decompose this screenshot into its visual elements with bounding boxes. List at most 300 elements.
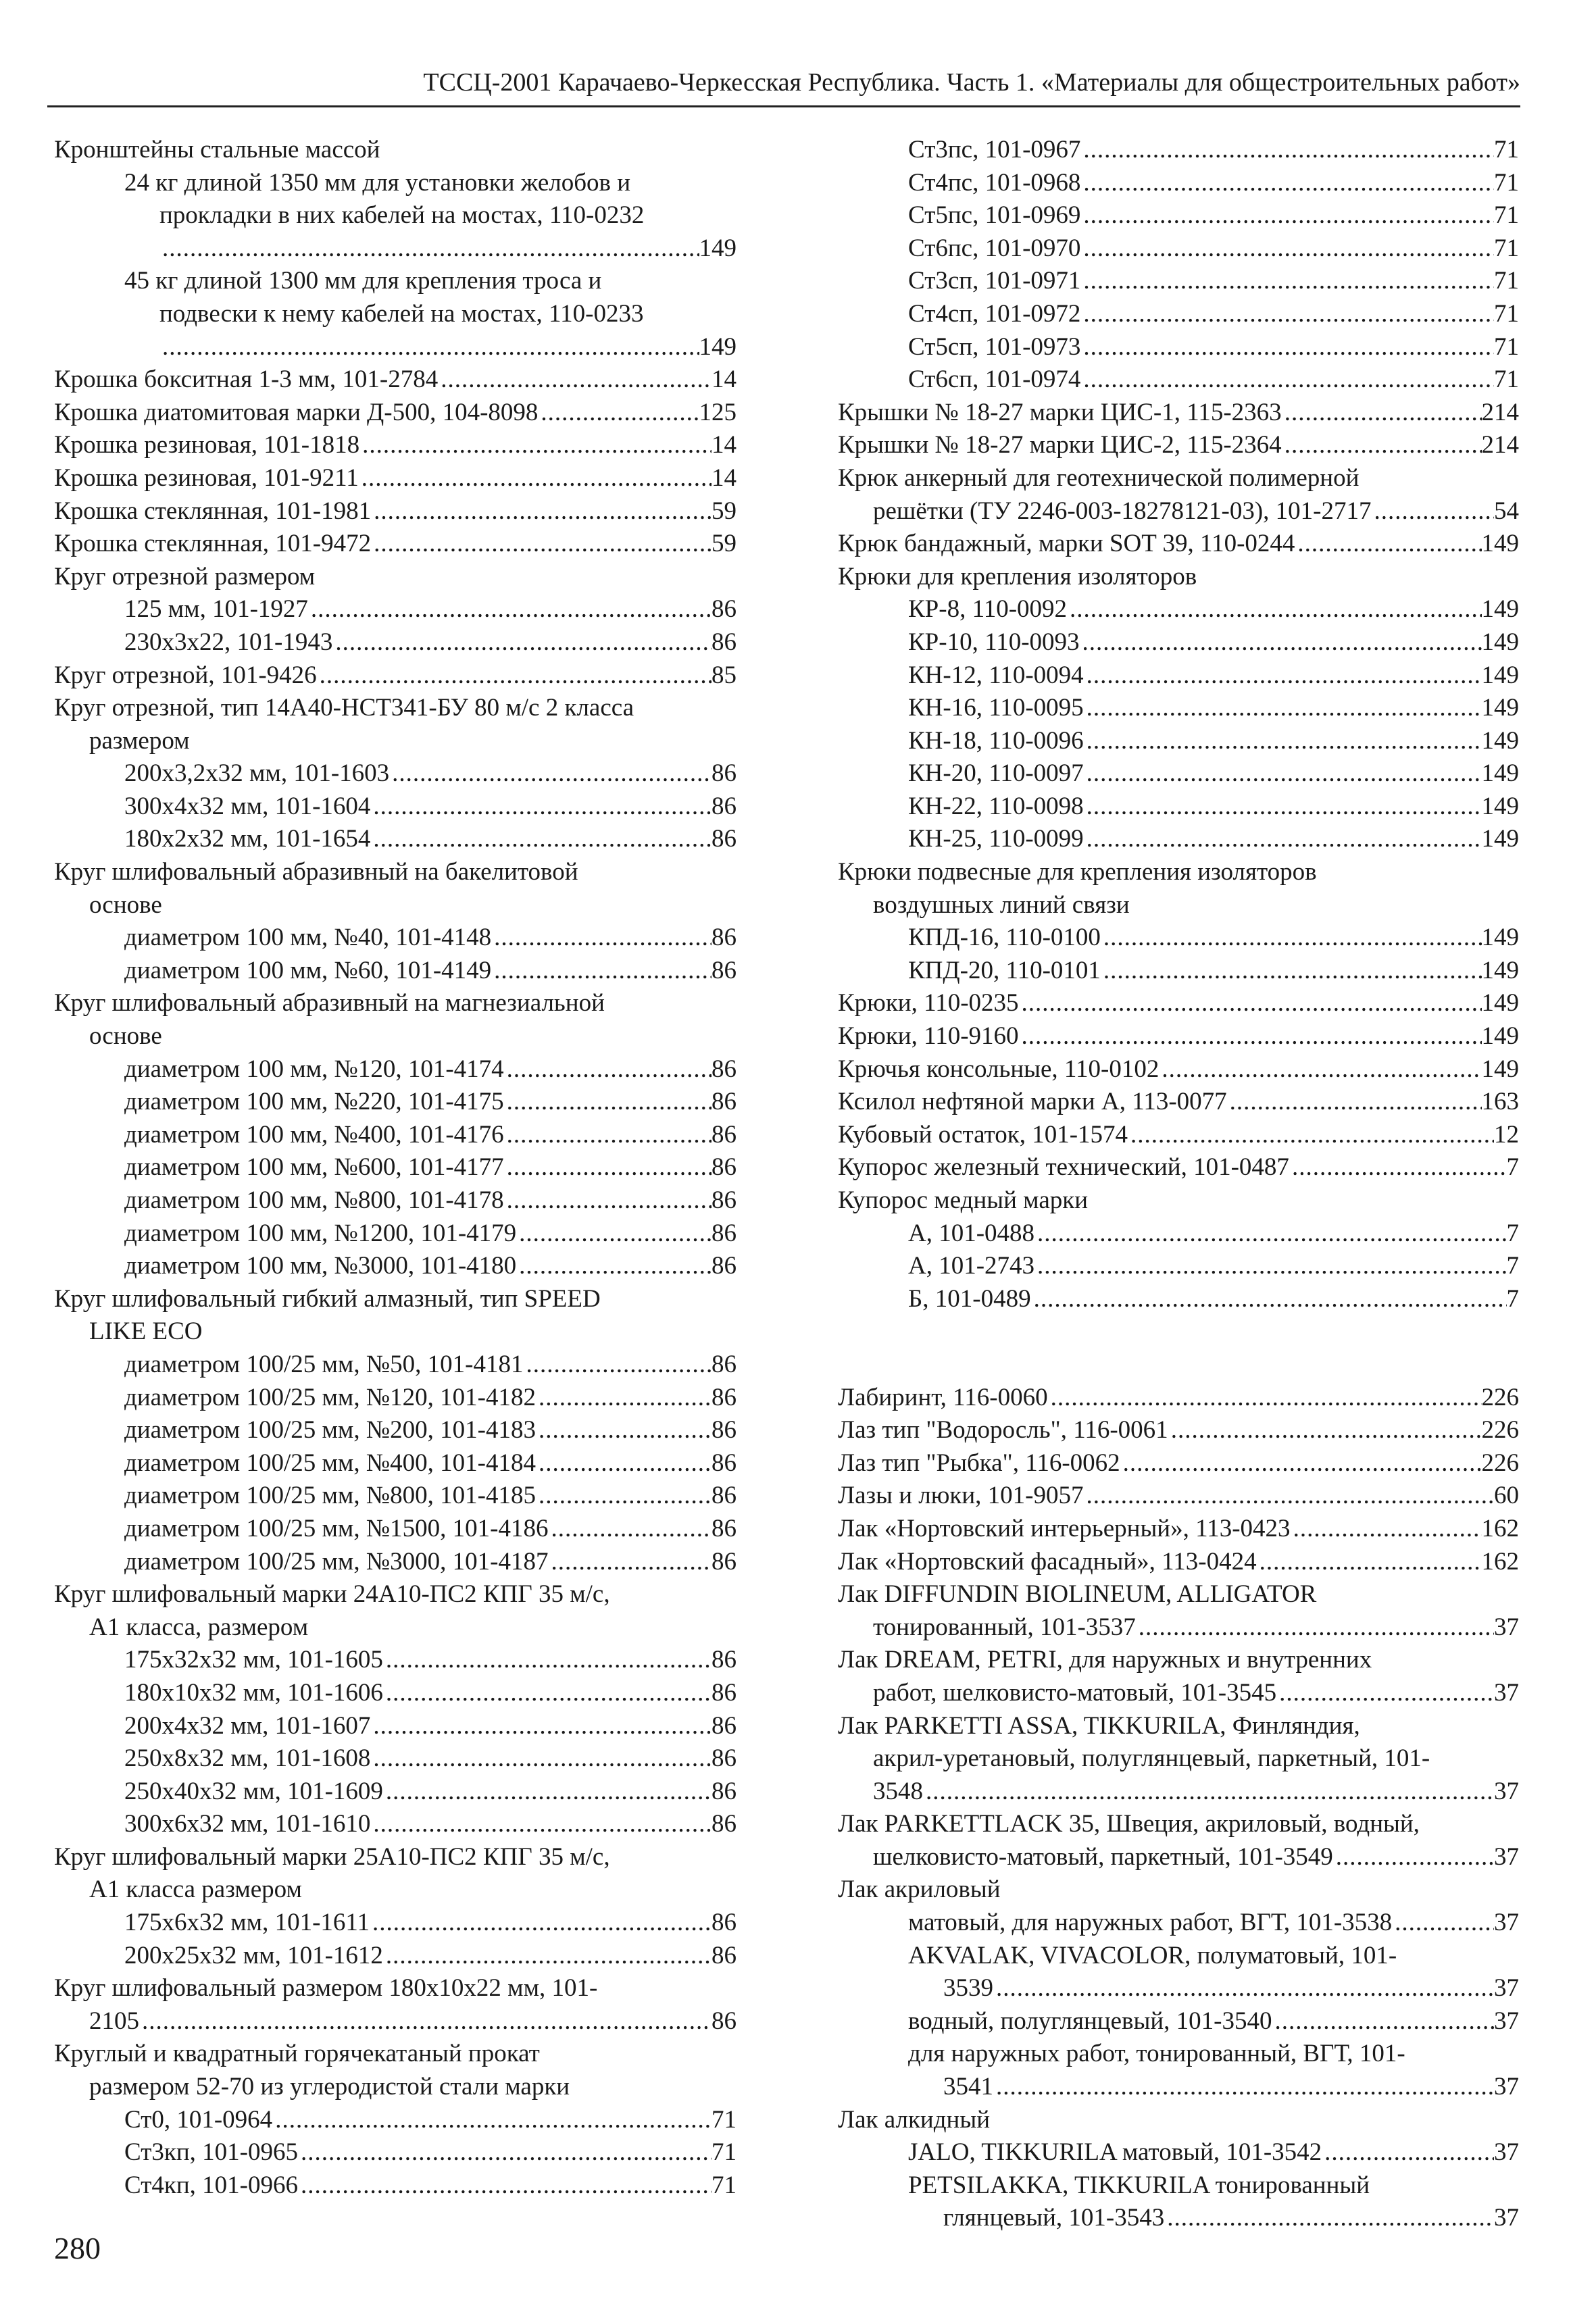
entry-text: диаметром 100/25 мм, №120, 101-4182	[124, 1383, 536, 1411]
entry-text: PETSILAKKA, TIKKURILA тонированный	[908, 2171, 1370, 2199]
entry-text: работ, шелковисто-матовый, 101-3545	[873, 1678, 1277, 1707]
index-heading	[54, 1315, 737, 1349]
entry-page-ref: 149	[1481, 924, 1519, 952]
index-entry	[54, 495, 737, 528]
dot-leader	[516, 1217, 712, 1251]
entry-page-ref: 59	[712, 497, 737, 525]
entry-text: 175x32x32 мм, 101-1605	[124, 1646, 383, 1674]
dot-leader	[1019, 987, 1482, 1020]
entry-text: Круг шлифовальный марки 24А10-ПС2 КПГ 35 м/с,	[54, 1580, 610, 1609]
dot-leader	[1282, 429, 1482, 462]
dot-leader	[370, 1742, 712, 1776]
index-entry	[838, 1447, 1519, 1480]
index-entry	[838, 2136, 1519, 2169]
entry-text: КПД-20, 110-0101	[908, 956, 1101, 984]
entry-page-ref: 86	[712, 1909, 737, 1937]
dot-leader	[1101, 922, 1482, 955]
index-heading	[54, 1020, 737, 1053]
entry-page-ref: 14	[712, 431, 737, 459]
index-entry	[54, 593, 737, 626]
index-heading	[54, 856, 737, 889]
entry-page-ref: 86	[712, 1186, 737, 1214]
index-heading	[54, 2038, 737, 2071]
entry-text: КН-22, 110-0098	[908, 792, 1084, 820]
dot-leader	[1168, 1414, 1482, 1447]
entry-text: Крышки № 18-27 марки ЦИС-2, 115-2364	[838, 431, 1282, 459]
entry-page-ref: 71	[1494, 332, 1519, 361]
entry-page-ref: 54	[1494, 497, 1519, 525]
entry-text: Ст6пс, 101-0970	[908, 234, 1081, 262]
entry-page-ref: 149	[1481, 726, 1519, 755]
entry-page-ref: 86	[712, 1252, 737, 1280]
index-heading	[54, 134, 737, 167]
entry-text: диаметром 100 мм, №600, 101-4177	[124, 1153, 504, 1182]
entry-page-ref: 86	[712, 2007, 737, 2035]
index-entry	[54, 1151, 737, 1184]
dot-leader	[1372, 495, 1494, 528]
index-entry	[838, 2071, 1519, 2104]
entry-text: Лаз тип "Рыбка", 116-0062	[838, 1449, 1120, 1477]
entry-text: диаметром 100/25 мм, №1500, 101-4186	[124, 1514, 549, 1542]
index-heading	[838, 1873, 1519, 1907]
entry-page-ref: 71	[1494, 201, 1519, 230]
entry-page-ref: 85	[712, 661, 737, 689]
index-entry	[838, 790, 1519, 824]
index-heading	[54, 889, 737, 922]
entry-text: диаметром 100/25 мм, №3000, 101-4187	[124, 1547, 549, 1576]
entry-page-ref: 149	[1481, 595, 1519, 624]
entry-page-ref: 86	[712, 1646, 737, 1674]
entry-text: шелковисто-матовый, паркетный, 101-3549	[873, 1842, 1333, 1871]
entry-page-ref: 149	[1481, 628, 1519, 656]
index-entry	[54, 790, 737, 824]
entry-page-ref: 149	[699, 234, 737, 262]
entry-page-ref: 149	[1481, 792, 1519, 820]
index-entry	[54, 1513, 737, 1546]
index-entry	[838, 363, 1519, 397]
entry-text: Б, 101-0489	[908, 1284, 1031, 1313]
entry-page-ref: 226	[1481, 1449, 1519, 1477]
index-heading	[54, 199, 737, 232]
dot-leader	[1272, 2005, 1494, 2038]
entry-page-ref: 86	[712, 1153, 737, 1182]
dot-leader	[1084, 692, 1482, 725]
index-entry	[838, 1513, 1519, 1546]
entry-text: Крошка резиновая, 101-1818	[54, 431, 360, 459]
entry-page-ref: 71	[1494, 267, 1519, 295]
entry-text: 45 кг длиной 1300 мм для крепления троса и	[124, 267, 602, 295]
entry-page-ref: 86	[712, 1777, 737, 1805]
dot-leader	[1164, 2202, 1494, 2235]
entry-page-ref: 86	[712, 1383, 737, 1411]
entry-text: диаметром 100 мм, №1200, 101-4179	[124, 1219, 517, 1247]
index-entry	[54, 1742, 737, 1776]
entry-text: Лак PARKETTI ASSA, TIKKURILA, Финляндия,	[838, 1711, 1360, 1740]
entry-text: 24 кг длиной 1350 мм для установки желобов и	[124, 168, 631, 197]
entry-text: Круг шлифовальный абразивный на магнезиальной	[54, 989, 605, 1017]
entry-text: Крюк анкерный для геотехнической полимерной	[838, 463, 1360, 492]
dot-leader	[1392, 1907, 1494, 1940]
index-heading	[54, 561, 737, 594]
entry-text: Лак DREAM, PETRI, для наружных и внутренних	[838, 1646, 1372, 1674]
dot-leader	[308, 593, 712, 626]
entry-page-ref: 86	[712, 1482, 737, 1510]
entry-text: А, 101-0488	[908, 1219, 1035, 1247]
index-heading	[54, 1578, 737, 1611]
entry-text: JALO, TIKKURILA матовый, 101-3542	[908, 2138, 1322, 2167]
section-gap	[838, 1315, 1519, 1349]
entry-text: Ст4сп, 101-0972	[908, 299, 1081, 328]
dot-leader	[1084, 757, 1482, 790]
dot-leader	[1295, 528, 1481, 561]
entry-page-ref: 149	[1481, 1055, 1519, 1083]
dot-leader	[1080, 134, 1494, 167]
dot-leader	[491, 922, 712, 955]
entry-page-ref: 86	[712, 1711, 737, 1740]
entry-text: Круг шлифовальный гибкий алмазный, тип SPEED	[54, 1284, 601, 1313]
index-entry	[838, 298, 1519, 331]
dot-leader	[1080, 199, 1494, 232]
index-entry	[54, 1447, 737, 1480]
dot-leader	[1067, 593, 1481, 626]
entry-text: Лак алкидный	[838, 2105, 991, 2134]
entry-text: Кубовый остаток, 101-1574	[838, 1120, 1128, 1149]
index-entry	[54, 397, 737, 430]
index-entry	[54, 331, 737, 364]
dot-leader	[359, 462, 712, 495]
index-entry	[54, 1644, 737, 1677]
dot-leader	[1282, 397, 1482, 430]
index-entry	[838, 1020, 1519, 1053]
dot-leader	[317, 659, 712, 693]
entry-text: 250x8x32 мм, 101-1608	[124, 1744, 371, 1773]
entry-text: Крошка бокситная 1-3 мм, 101-2784	[54, 366, 439, 394]
entry-text: Ксилол нефтяной марки А, 113-0077	[838, 1088, 1227, 1116]
entry-text: Круглый и квадратный горячекатаный прокат	[54, 2040, 540, 2068]
index-heading	[838, 856, 1519, 889]
index-entry	[838, 232, 1519, 266]
entry-page-ref: 71	[1494, 168, 1519, 197]
index-entry	[838, 1217, 1519, 1251]
index-entry	[54, 1349, 737, 1382]
dot-leader	[1136, 1611, 1494, 1644]
entry-page-ref: 71	[1494, 299, 1519, 328]
index-entry	[838, 725, 1519, 758]
index-entry	[54, 1414, 737, 1447]
dot-leader	[389, 757, 712, 790]
index-entry	[54, 232, 737, 266]
index-entry	[838, 1382, 1519, 1415]
dot-leader	[536, 1447, 712, 1480]
dot-leader	[1289, 1151, 1507, 1184]
entry-page-ref: 149	[1481, 956, 1519, 984]
index-entry	[54, 1217, 737, 1251]
dot-leader	[383, 1940, 712, 1973]
entry-text: 3541	[943, 2073, 993, 2101]
dot-leader	[993, 2071, 1494, 2104]
entry-text: Круг шлифовальный абразивный на бакелитовой	[54, 858, 578, 886]
entry-page-ref: 86	[712, 924, 737, 952]
dot-leader	[370, 1710, 712, 1743]
entry-text: Ст3пс, 101-0967	[908, 136, 1081, 164]
dot-leader	[504, 1053, 712, 1086]
entry-text: Ст3кп, 101-0965	[124, 2138, 298, 2167]
entry-text: прокладки в них кабелей на мостах, 110-0232	[159, 201, 645, 230]
index-heading	[54, 987, 737, 1020]
entry-text: LIKE ECO	[89, 1317, 203, 1346]
dot-leader	[491, 955, 712, 988]
dot-leader	[359, 429, 712, 462]
index-entry	[838, 528, 1519, 561]
index-entry	[838, 1480, 1519, 1513]
index-entry	[54, 1184, 737, 1217]
index-entry	[54, 1250, 737, 1283]
entry-text: Крюки для крепления изоляторов	[838, 562, 1197, 590]
dot-leader	[1257, 1546, 1482, 1579]
entry-page-ref: 214	[1481, 398, 1519, 426]
entry-page-ref: 37	[1494, 1777, 1519, 1805]
index-entry	[838, 167, 1519, 200]
dot-leader	[371, 495, 712, 528]
index-heading	[54, 1972, 737, 2005]
running-header: ТССЦ-2001 Карачаево-Черкесская Республика. Часть 1. «Материалы для общестроительных работ»	[47, 66, 1520, 107]
index-entry	[838, 1250, 1519, 1283]
entry-text: матовый, для наружных работ, ВГТ, 101-3538	[908, 1909, 1393, 1937]
entry-page-ref: 60	[1494, 1482, 1519, 1510]
entry-page-ref: 71	[1494, 234, 1519, 262]
dot-leader	[159, 331, 699, 364]
index-entry	[54, 1480, 737, 1513]
index-entry	[54, 462, 737, 495]
entry-page-ref: 14	[712, 366, 737, 394]
entry-text: акрил-уретановый, полуглянцевый, паркетный, 101-	[873, 1744, 1430, 1773]
entry-page-ref: 149	[1481, 989, 1519, 1017]
index-entry	[54, 429, 737, 462]
entry-text: 3548	[873, 1777, 923, 1805]
entry-page-ref: 149	[1481, 1022, 1519, 1051]
dot-leader	[383, 1644, 712, 1677]
entry-text: Лак «Нортовский интерьерный», 113-0423	[838, 1514, 1291, 1542]
dot-leader	[504, 1151, 712, 1184]
dot-leader	[516, 1250, 712, 1283]
dot-leader	[370, 790, 712, 824]
index-entry	[54, 1382, 737, 1415]
dot-leader	[1034, 1217, 1506, 1251]
index-entry	[54, 528, 737, 561]
page-number: 280	[54, 2231, 101, 2265]
entry-page-ref: 86	[712, 1514, 737, 1542]
index-entry	[54, 922, 737, 955]
dot-leader	[536, 1414, 712, 1447]
index-entry	[838, 922, 1519, 955]
index-entry	[838, 1053, 1519, 1086]
entry-text: 230x3x22, 101-1943	[124, 628, 333, 656]
dot-leader	[1080, 265, 1494, 298]
index-entry	[54, 2169, 737, 2203]
index-entry	[838, 1414, 1519, 1447]
index-heading	[838, 462, 1519, 495]
index-entry	[54, 1546, 737, 1579]
entry-text: 125 мм, 101-1927	[124, 595, 308, 624]
entry-text: диаметром 100/25 мм, №400, 101-4184	[124, 1449, 536, 1477]
entry-page-ref: 163	[1481, 1088, 1519, 1116]
dot-leader	[1227, 1086, 1482, 1119]
entry-page-ref: 125	[699, 398, 737, 426]
entry-text: КН-16, 110-0095	[908, 694, 1084, 722]
index-heading	[54, 265, 737, 298]
index-heading	[838, 1710, 1519, 1743]
entry-page-ref: 86	[712, 628, 737, 656]
dot-leader	[536, 1480, 712, 1513]
entry-text: диаметром 100 мм, №40, 101-4148	[124, 924, 492, 952]
index-entry	[838, 495, 1519, 528]
entry-text: Крюки, 110-9160	[838, 1022, 1019, 1051]
index-entry	[838, 397, 1519, 430]
entry-page-ref: 149	[699, 332, 737, 361]
index-entry	[54, 1086, 737, 1119]
entry-page-ref: 86	[712, 792, 737, 820]
entry-text: 300x6x32 мм, 101-1610	[124, 1810, 371, 1838]
entry-text: основе	[89, 1022, 162, 1051]
entry-page-ref: 37	[1494, 1974, 1519, 2003]
index-heading	[54, 1283, 737, 1316]
entry-page-ref: 149	[1481, 661, 1519, 689]
entry-page-ref: 149	[1481, 694, 1519, 722]
entry-text: КН-20, 110-0097	[908, 759, 1084, 788]
index-entry	[838, 331, 1519, 364]
index-entry	[54, 363, 737, 397]
entry-text: Лак PARKETTLACK 35, Швеция, акриловый, водный,	[838, 1810, 1420, 1838]
dot-leader	[1080, 331, 1494, 364]
index-heading	[838, 1742, 1519, 1776]
entry-text: А1 класса размером	[89, 1876, 302, 1904]
entry-page-ref: 86	[712, 1416, 737, 1444]
entry-text: КН-18, 110-0096	[908, 726, 1084, 755]
index-heading	[838, 1644, 1519, 1677]
index-entry	[838, 1776, 1519, 1809]
dot-leader	[1084, 823, 1482, 856]
entry-page-ref: 71	[712, 2138, 737, 2167]
index-entry	[54, 757, 737, 790]
entry-text: диаметром 100/25 мм, №200, 101-4183	[124, 1416, 536, 1444]
index-heading	[838, 2104, 1519, 2137]
entry-page-ref: 86	[712, 825, 737, 853]
entry-text: Крошка резиновая, 101-9211	[54, 463, 359, 492]
entry-page-ref: 37	[1494, 2138, 1519, 2167]
entry-text: Купорос медный марки	[838, 1186, 1089, 1214]
entry-page-ref: 86	[712, 1810, 737, 1838]
dot-leader	[504, 1184, 712, 1217]
index-heading	[838, 561, 1519, 594]
index-entry	[838, 2005, 1519, 2038]
entry-page-ref: 12	[1494, 1120, 1519, 1149]
dot-leader	[1080, 298, 1494, 331]
index-entry	[54, 2104, 737, 2137]
entry-text: Ст4кп, 101-0966	[124, 2171, 298, 2199]
index-heading	[838, 889, 1519, 922]
index-entry	[54, 1808, 737, 1841]
entry-text: 200x4x32 мм, 101-1607	[124, 1711, 371, 1740]
dot-leader	[1034, 1250, 1506, 1283]
index-entry	[838, 1972, 1519, 2005]
entry-page-ref: 214	[1481, 431, 1519, 459]
dot-leader	[370, 1907, 712, 1940]
index-heading	[54, 167, 737, 200]
entry-text: А, 101-2743	[908, 1252, 1035, 1280]
entry-text: диаметром 100 мм, №3000, 101-4180	[124, 1252, 517, 1280]
entry-text: Круг отрезной размером	[54, 562, 316, 590]
dot-leader	[1291, 1513, 1482, 1546]
index-entry	[54, 1907, 737, 1940]
dot-leader	[438, 363, 712, 397]
entry-page-ref: 37	[1494, 1909, 1519, 1937]
index-heading	[54, 692, 737, 725]
entry-text: КР-10, 110-0093	[908, 628, 1080, 656]
entry-text: 175x6x32 мм, 101-1611	[124, 1909, 370, 1937]
index-entry	[838, 1546, 1519, 1579]
entry-page-ref: 7	[1506, 1153, 1519, 1182]
entry-page-ref: 86	[712, 1088, 737, 1116]
entry-page-ref: 86	[712, 1678, 737, 1707]
index-entry	[838, 593, 1519, 626]
entry-text: основе	[89, 890, 162, 919]
entry-text: А1 класса, размером	[89, 1613, 309, 1641]
entry-page-ref: 37	[1494, 2007, 1519, 2035]
entry-page-ref: 149	[1481, 759, 1519, 788]
index-heading	[54, 1841, 737, 1874]
entry-text: Лазы и люки, 101-9057	[838, 1482, 1084, 1510]
entry-page-ref: 71	[712, 2105, 737, 2134]
entry-text: КН-12, 110-0094	[908, 661, 1084, 689]
index-entry	[838, 265, 1519, 298]
index-entry	[838, 692, 1519, 725]
entry-page-ref: 7	[1506, 1284, 1519, 1313]
entry-page-ref: 162	[1481, 1514, 1519, 1542]
entry-text: Крошка стеклянная, 101-1981	[54, 497, 372, 525]
index-entry	[54, 659, 737, 693]
index-entry	[54, 823, 737, 856]
index-entry	[54, 2136, 737, 2169]
index-entry	[838, 1677, 1519, 1710]
entry-page-ref: 37	[1494, 1842, 1519, 1871]
entry-page-ref: 86	[712, 1055, 737, 1083]
entry-page-ref: 86	[712, 1547, 737, 1576]
entry-text: Круг шлифовальный размером 180x10x22 мм, 101-	[54, 1974, 598, 2003]
entry-text: 200x25x32 мм, 101-1612	[124, 1941, 383, 1969]
dot-leader	[548, 1546, 712, 1579]
entry-text: КПД-16, 110-0100	[908, 924, 1101, 952]
entry-text: 3539	[943, 1974, 993, 2003]
entry-text: 2105	[89, 2007, 139, 2035]
dot-leader	[1080, 363, 1494, 397]
entry-page-ref: 37	[1494, 1678, 1519, 1707]
entry-page-ref: 162	[1481, 1547, 1519, 1576]
dot-leader	[298, 2169, 712, 2203]
dot-leader	[1276, 1677, 1494, 1710]
entry-text: Ст4пс, 101-0968	[908, 168, 1081, 197]
dot-leader	[1080, 626, 1482, 659]
index-heading	[54, 2071, 737, 2104]
dot-leader	[1080, 232, 1494, 266]
entry-page-ref: 86	[712, 1219, 737, 1247]
entry-page-ref: 37	[1494, 2073, 1519, 2101]
index-entry	[838, 987, 1519, 1020]
entry-text: подвески к нему кабелей на мостах, 110-0233	[159, 299, 644, 328]
entry-text: диаметром 100/25 мм, №50, 101-4181	[124, 1350, 524, 1378]
entry-text: Лак «Нортовский фасадный», 113-0424	[838, 1547, 1257, 1576]
entry-page-ref: 86	[712, 595, 737, 624]
entry-page-ref: 37	[1494, 1613, 1519, 1641]
